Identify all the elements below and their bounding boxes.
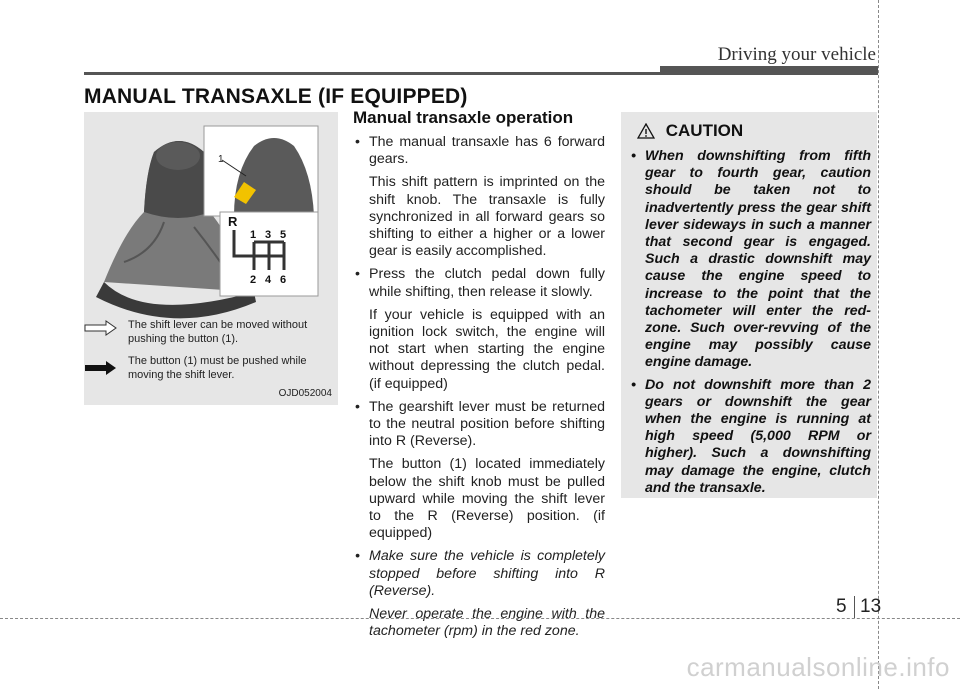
- operation-heading: Manual transaxle operation: [353, 108, 574, 127]
- operation-paragraph: This shift pattern is imprinted on the shift knob. The transaxle is fully synchronized in all forward gears so shifting to either a higher or a lower gear is easily accomplished.: [369, 174, 605, 260]
- operation-paragraph: Never operate the engine with the tachometer (rpm) in the red zone.: [369, 606, 605, 640]
- filled-arrow-icon: [84, 360, 118, 376]
- operation-paragraph: If your vehicle is equipped with an ignition lock switch, the engine will not start when starting the engine without depressing the clutch pedal. (if equipped): [369, 306, 605, 392]
- caution-item: • Do not downshift more than 2 gears or downshift the gear when the engine is running at high speed (5,000 RPM or higher). Such a downshifting may damage the engine, clutch and the transaxle.: [631, 376, 871, 496]
- page-header-title: Driving your vehicle: [717, 44, 876, 65]
- outline-arrow-icon: [84, 320, 118, 336]
- header-rule-accent: [660, 66, 878, 75]
- caution-box: [621, 112, 877, 498]
- operation-paragraph: The button (1) located immediately below the shift knob must be pulled upward while moving the shift lever to the R (Reverse) position. (if equipped): [369, 456, 605, 542]
- caution-heading: [637, 120, 743, 141]
- warning-triangle-icon: [637, 123, 655, 139]
- page-margin-line: [878, 0, 879, 689]
- watermark: carmanualsonline.info: [686, 652, 950, 682]
- shift-pattern-4: 4: [265, 274, 272, 286]
- shift-pattern-2: 2: [250, 274, 257, 286]
- shift-pattern-6: 6: [280, 274, 287, 286]
- page-number: 13: [860, 596, 882, 617]
- footer-rule: [0, 618, 960, 619]
- figure-caption-2: The button (1) must be pushed while moving the shift lever.: [128, 355, 307, 381]
- shift-pattern-r: R: [228, 214, 238, 229]
- shift-pattern-3: 3: [265, 229, 272, 241]
- operation-section: [353, 108, 605, 646]
- figure-code: OJD052004: [278, 388, 332, 399]
- shift-pattern-5: 5: [280, 229, 287, 241]
- operation-bullet: • Make sure the vehicle is completely stopped before shifting into R (Reverse).: [355, 548, 605, 599]
- chapter-number: 5: [836, 596, 847, 617]
- page-number-divider: [854, 596, 855, 618]
- figure-caption-1: The shift lever can be moved without pushing the button (1).: [128, 319, 308, 345]
- operation-bullet: • The gearshift lever must be returned to the neutral position before shifting into R (Reverse).: [355, 398, 605, 450]
- caution-title: CAUTION: [665, 120, 744, 140]
- caution-item: • When downshifting from fifth gear to fourth gear, caution should be taken not to inadvertently press the gear shift lever sideways in such a manner that second gear is engaged. Such a drastic downshift may cause the engine speed to increase to the point that the tachometer will enter the red-zone. Such over-revving of the engine may possibly cause engine damage.: [631, 148, 871, 371]
- shift-pattern-1: 1: [250, 229, 257, 241]
- section-title: MANUAL TRANSAXLE (IF EQUIPPED): [84, 85, 468, 108]
- operation-bullet: • The manual transaxle has 6 forward gears.: [355, 134, 605, 168]
- figure-callout-number: 1: [218, 154, 224, 165]
- shift-lever-figure: [84, 112, 338, 405]
- operation-bullet: • Press the clutch pedal down fully while shifting, then release it slowly.: [355, 266, 605, 300]
